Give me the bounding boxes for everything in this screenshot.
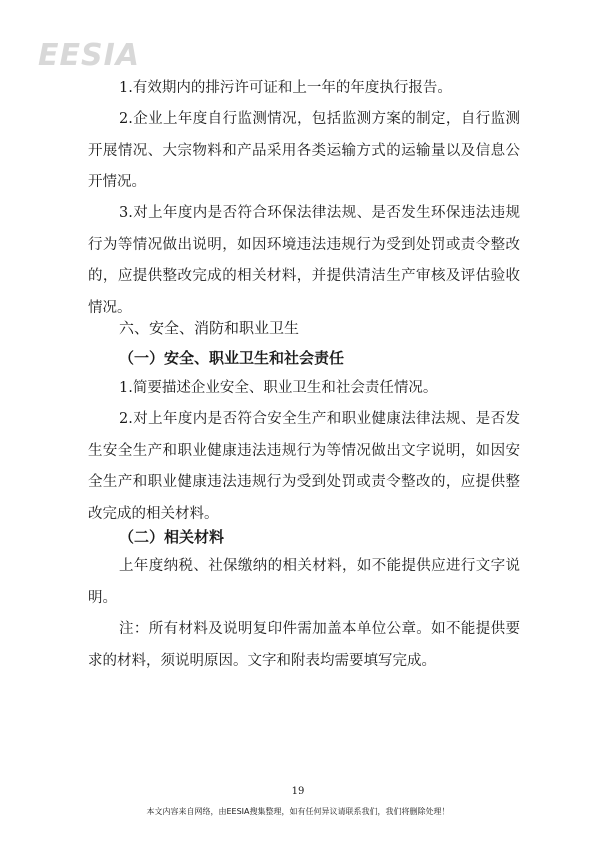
paragraph-7: 注：所有材料及说明复印件需加盖本单位公章。如不能提供要求的材料，须说明原因。文字和附表均需要填写完成。 [88,621,520,669]
paragraph-3: 3.对上年度内是否符合环保法律法规、是否发生环保违法违规行为等情况做出说明，如因环境违法违规行为受到处罚或责令整改的，应提供整改完成的相关材料，并提供清洁生产审核及评估验收情况。 [88,205,520,316]
subsection-heading-1: （一）安全、职业卫生和社会责任 [119,349,345,367]
eesia-logo: EESIA [38,38,140,73]
paragraph-6: 上年度纳税、社保缴纳的相关材料，如不能提供应进行文字说明。 [88,558,520,606]
paragraph-1: 1.有效期内的排污许可证和上一年的年度执行报告。 [119,80,452,96]
paragraph-2: 2.企业上年度自行监测情况，包括监测方案的制定，自行监测开展情况、大宗物料和产品采用各类运输方式的运输量以及信息公开情况。 [88,111,520,190]
section-heading-six: 六、安全、消防和职业卫生 [119,319,300,337]
page-number: 19 [291,786,305,797]
paragraph-4: 1.简要描述企业安全、职业卫生和社会责任情况。 [119,380,438,396]
subsection-heading-2: （二）相关材料 [119,528,225,546]
footer-disclaimer: 本文内容来自网络，由EESIA搜集整理，如有任何异议请联系我们，我们将删除处理！ [146,807,450,816]
paragraph-5: 2.对上年度内是否符合安全生产和职业健康法律法规、是否发生安全生产和职业健康违法违规行为等情况做出文字说明，如因安全生产和职业健康违法违规行为受到处罚或责令整改的，应提供整改完成的相关材料。 [88,411,520,522]
